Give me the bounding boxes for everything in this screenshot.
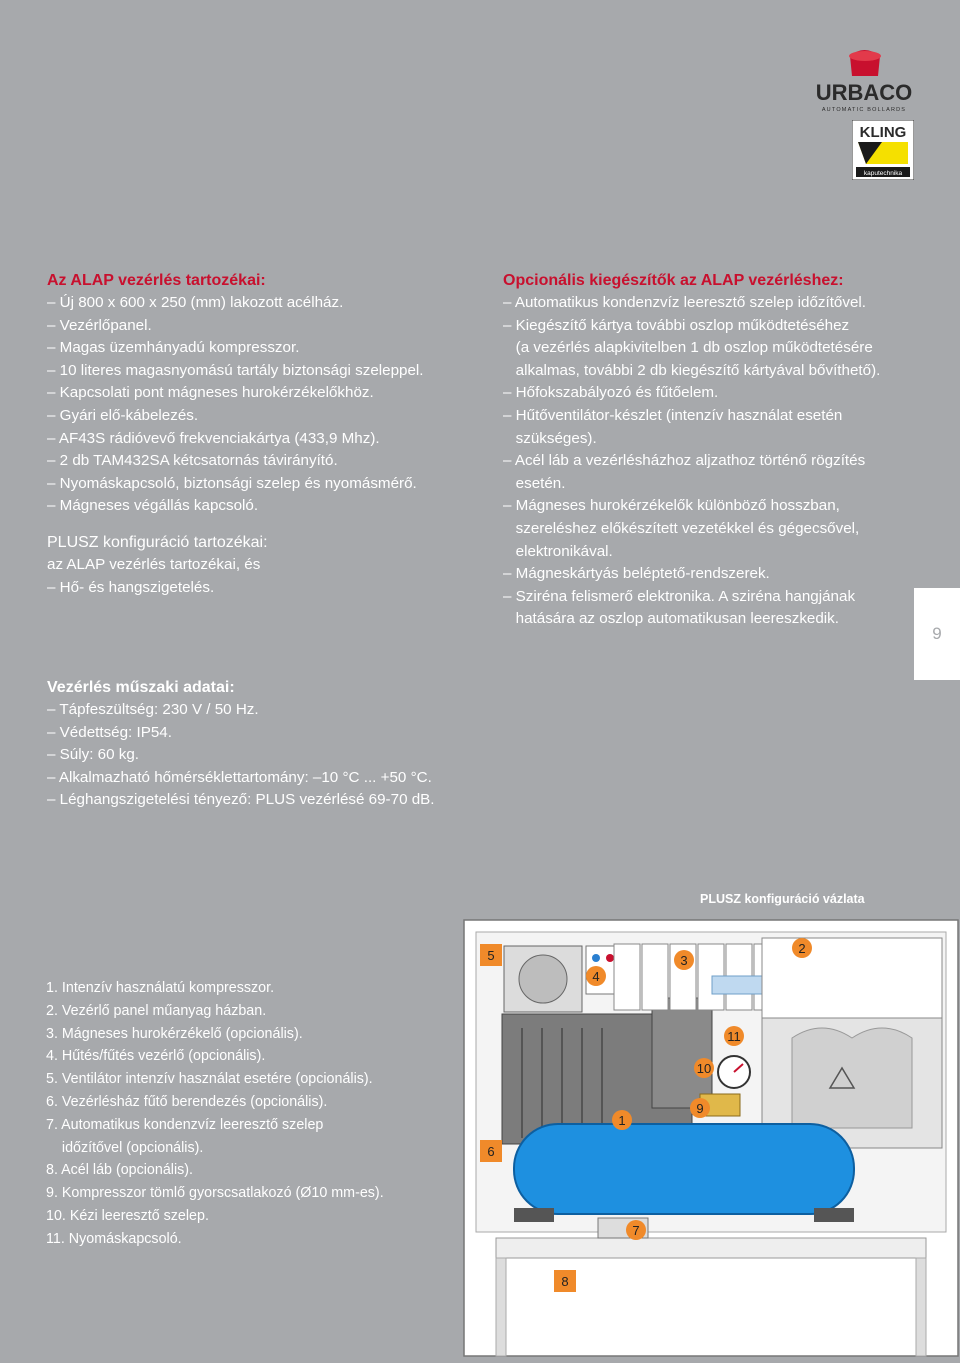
optional-list	[503, 292, 923, 631]
module-card-2	[642, 944, 668, 1010]
tech-list	[47, 699, 487, 812]
legend-item: 9. Kompresszor tömlő gyorscsatlakozó (Ø10 mm-es).	[46, 1185, 384, 1202]
svg-text:4: 4	[592, 969, 600, 984]
svg-text:5: 5	[487, 948, 495, 963]
optional-list-item: – Automatikus kondenzvíz leeresztő szelep időzítővel.	[503, 294, 867, 311]
urbaco-tagline: AUTOMATIC BOLLARDS	[821, 107, 907, 113]
badge-4	[586, 966, 606, 986]
tech-list-item: – Alkalmazható hőmérséklettartomány: –10 °C ... +50 °C.	[47, 768, 432, 786]
svg-text:8: 8	[561, 1274, 569, 1289]
diagram-title: PLUSZ konfiguráció vázlata	[700, 892, 865, 906]
steel-leg-right	[916, 1258, 926, 1356]
alap-list-item: – Nyomáskapcsoló, biztonsági szelep és nyomásmérő.	[47, 474, 417, 492]
tech-list-item: – Súly: 60 kg.	[47, 746, 140, 764]
optional-list-item: – Mágneses hurokérzékelők különböző hosszban,	[503, 497, 840, 515]
page-number: 9	[932, 624, 942, 643]
urbaco-wordmark: URBACO	[815, 80, 913, 105]
kling-wordmark: KLING	[859, 124, 907, 141]
badge-3	[674, 950, 694, 970]
svg-text:1: 1	[618, 1113, 626, 1128]
svg-text:9: 9	[696, 1101, 704, 1116]
alap-list	[47, 292, 477, 518]
kling-logo	[852, 120, 914, 180]
optional-list-item: – Sziréna felismerő elektronika. A sziréna hangjának	[503, 587, 856, 605]
alap-list-item: – AF43S rádióvevő frekvenciakártya (433,9 Mhz).	[47, 429, 380, 447]
alap-list-item: – Magas üzemhányadú kompresszor.	[47, 339, 300, 357]
compressor-head	[652, 998, 712, 1108]
optional-list-item: hatására az oszlop automatikusan leereszkedik.	[503, 610, 839, 628]
badge-11	[724, 1026, 744, 1046]
alap-list-item: – Gyári elő-kábelezés.	[47, 406, 199, 424]
urbaco-logo	[812, 46, 916, 119]
alap-list-item: – Kapcsolati pont mágneses hurokérzékelőkhöz.	[47, 384, 374, 402]
badge-7	[626, 1220, 646, 1240]
optional-heading: Opcionális kiegészítők az ALAP vezérléshez:	[503, 272, 844, 289]
optional-list-item: elektronikával.	[503, 542, 613, 560]
legend-item: 7. Automatikus kondenzvíz leeresztő szelep	[46, 1116, 324, 1133]
legend-item: 4. Hűtés/fűtés vezérlő (opcionális).	[46, 1048, 266, 1065]
optional-list-item: (a vezérlés alapkivitelben 1 db oszlop működtetésére	[503, 339, 873, 357]
page-number-tab	[914, 588, 960, 680]
tech-section	[47, 677, 487, 812]
badge-2	[792, 938, 812, 958]
tech-list-item: – Léghangszigetelési tényező: PLUS vezérlésé 69-70 dB.	[47, 791, 435, 809]
kling-tagline: kaputechnika	[863, 170, 903, 177]
fan-rotor	[519, 955, 567, 1003]
optional-list-item: – Mágneskártyás beléptető-rendszerek.	[503, 565, 770, 583]
optional-section	[503, 270, 923, 631]
legend-item: 3. Mágneses hurokérzékelő (opcionális).	[46, 1025, 303, 1042]
optional-list-item: – Hőfokszabályozó és fűtőelem.	[503, 384, 719, 402]
optional-list-item: szereléshez előkészített vezetékkel és gégecsővel,	[503, 519, 860, 537]
badge-5	[480, 944, 502, 966]
tech-list-item: – Védettség: IP54.	[47, 723, 172, 741]
optional-list-item: – Hűtőventilátor-készlet (intenzív használat esetén	[503, 406, 843, 424]
legend-item: 1. Intenzív használatú kompresszor.	[46, 980, 275, 996]
legend-item: időzítővel (opcionális).	[46, 1139, 204, 1156]
air-tank	[514, 1124, 854, 1214]
module-card-1	[614, 944, 640, 1010]
alap-list-item: – Vezérlőpanel.	[47, 316, 152, 334]
svg-text:6: 6	[487, 1144, 495, 1159]
alap-list-item: – Mágneses végállás kapcsoló.	[47, 497, 259, 515]
alap-list-item: – Új 800 x 600 x 250 (mm) lakozott acélház.	[47, 294, 344, 311]
badge-10	[694, 1058, 714, 1078]
badge-6	[480, 1140, 502, 1162]
diagram-legend	[46, 977, 466, 1251]
optional-list-item: – Kiegészítő kártya további oszlop működtetéséhez	[503, 316, 850, 334]
svg-text:2: 2	[798, 941, 806, 956]
badge-8	[554, 1270, 576, 1292]
badge-1	[612, 1110, 632, 1130]
legend-item: 10. Kézi leeresztő szelep.	[46, 1207, 209, 1224]
plusz-heading: PLUSZ konfiguráció tartozékai:	[47, 533, 268, 551]
steel-leg-left	[496, 1258, 506, 1356]
svg-text:3: 3	[680, 953, 688, 968]
tech-list-item: – Tápfeszültség: 230 V / 50 Hz.	[47, 701, 259, 718]
alap-list-item: – 2 db TAM432SA kétcsatornás távirányító.	[47, 452, 338, 470]
svg-text:10: 10	[696, 1061, 712, 1076]
alap-heading: Az ALAP vezérlés tartozékai:	[47, 272, 266, 289]
tech-heading: Vezérlés műszaki adatai:	[47, 679, 235, 696]
optional-list-item: alkalmas, további 2 db kiegészítő kártyával bővíthető).	[503, 361, 881, 379]
legend-item: 11. Nyomáskapcsoló.	[46, 1230, 182, 1247]
legend-item: 2. Vezérlő panel műanyag házban.	[46, 1002, 267, 1019]
alap-section	[47, 270, 477, 599]
legend-item: 5. Ventilátor intenzív használat esetére (opcionális).	[46, 1071, 373, 1088]
plusz-line-1: az ALAP vezérlés tartozékai, és	[47, 555, 261, 573]
cabinet-base	[496, 1238, 926, 1258]
svg-text:11: 11	[727, 1029, 741, 1044]
plusz-line-2: – Hő- és hangszigetelés.	[47, 578, 215, 596]
control-cabinet-diagram	[462, 918, 960, 1358]
alap-list-item: – 10 literes magasnyomású tartály biztonsági szeleppel.	[47, 361, 424, 379]
svg-text:7: 7	[632, 1223, 640, 1238]
legend-list	[46, 977, 466, 1251]
legend-item: 8. Acél láb (opcionális).	[46, 1162, 194, 1179]
badge-9	[690, 1098, 710, 1118]
legend-item: 6. Vezérlésház fűtő berendezés (opcionális).	[46, 1093, 328, 1110]
optional-list-item: – Acél láb a vezérlésházhoz aljzathoz történő rögzítés	[503, 452, 866, 470]
optional-list-item: szükséges).	[503, 429, 597, 447]
optional-list-item: esetén.	[503, 474, 566, 492]
